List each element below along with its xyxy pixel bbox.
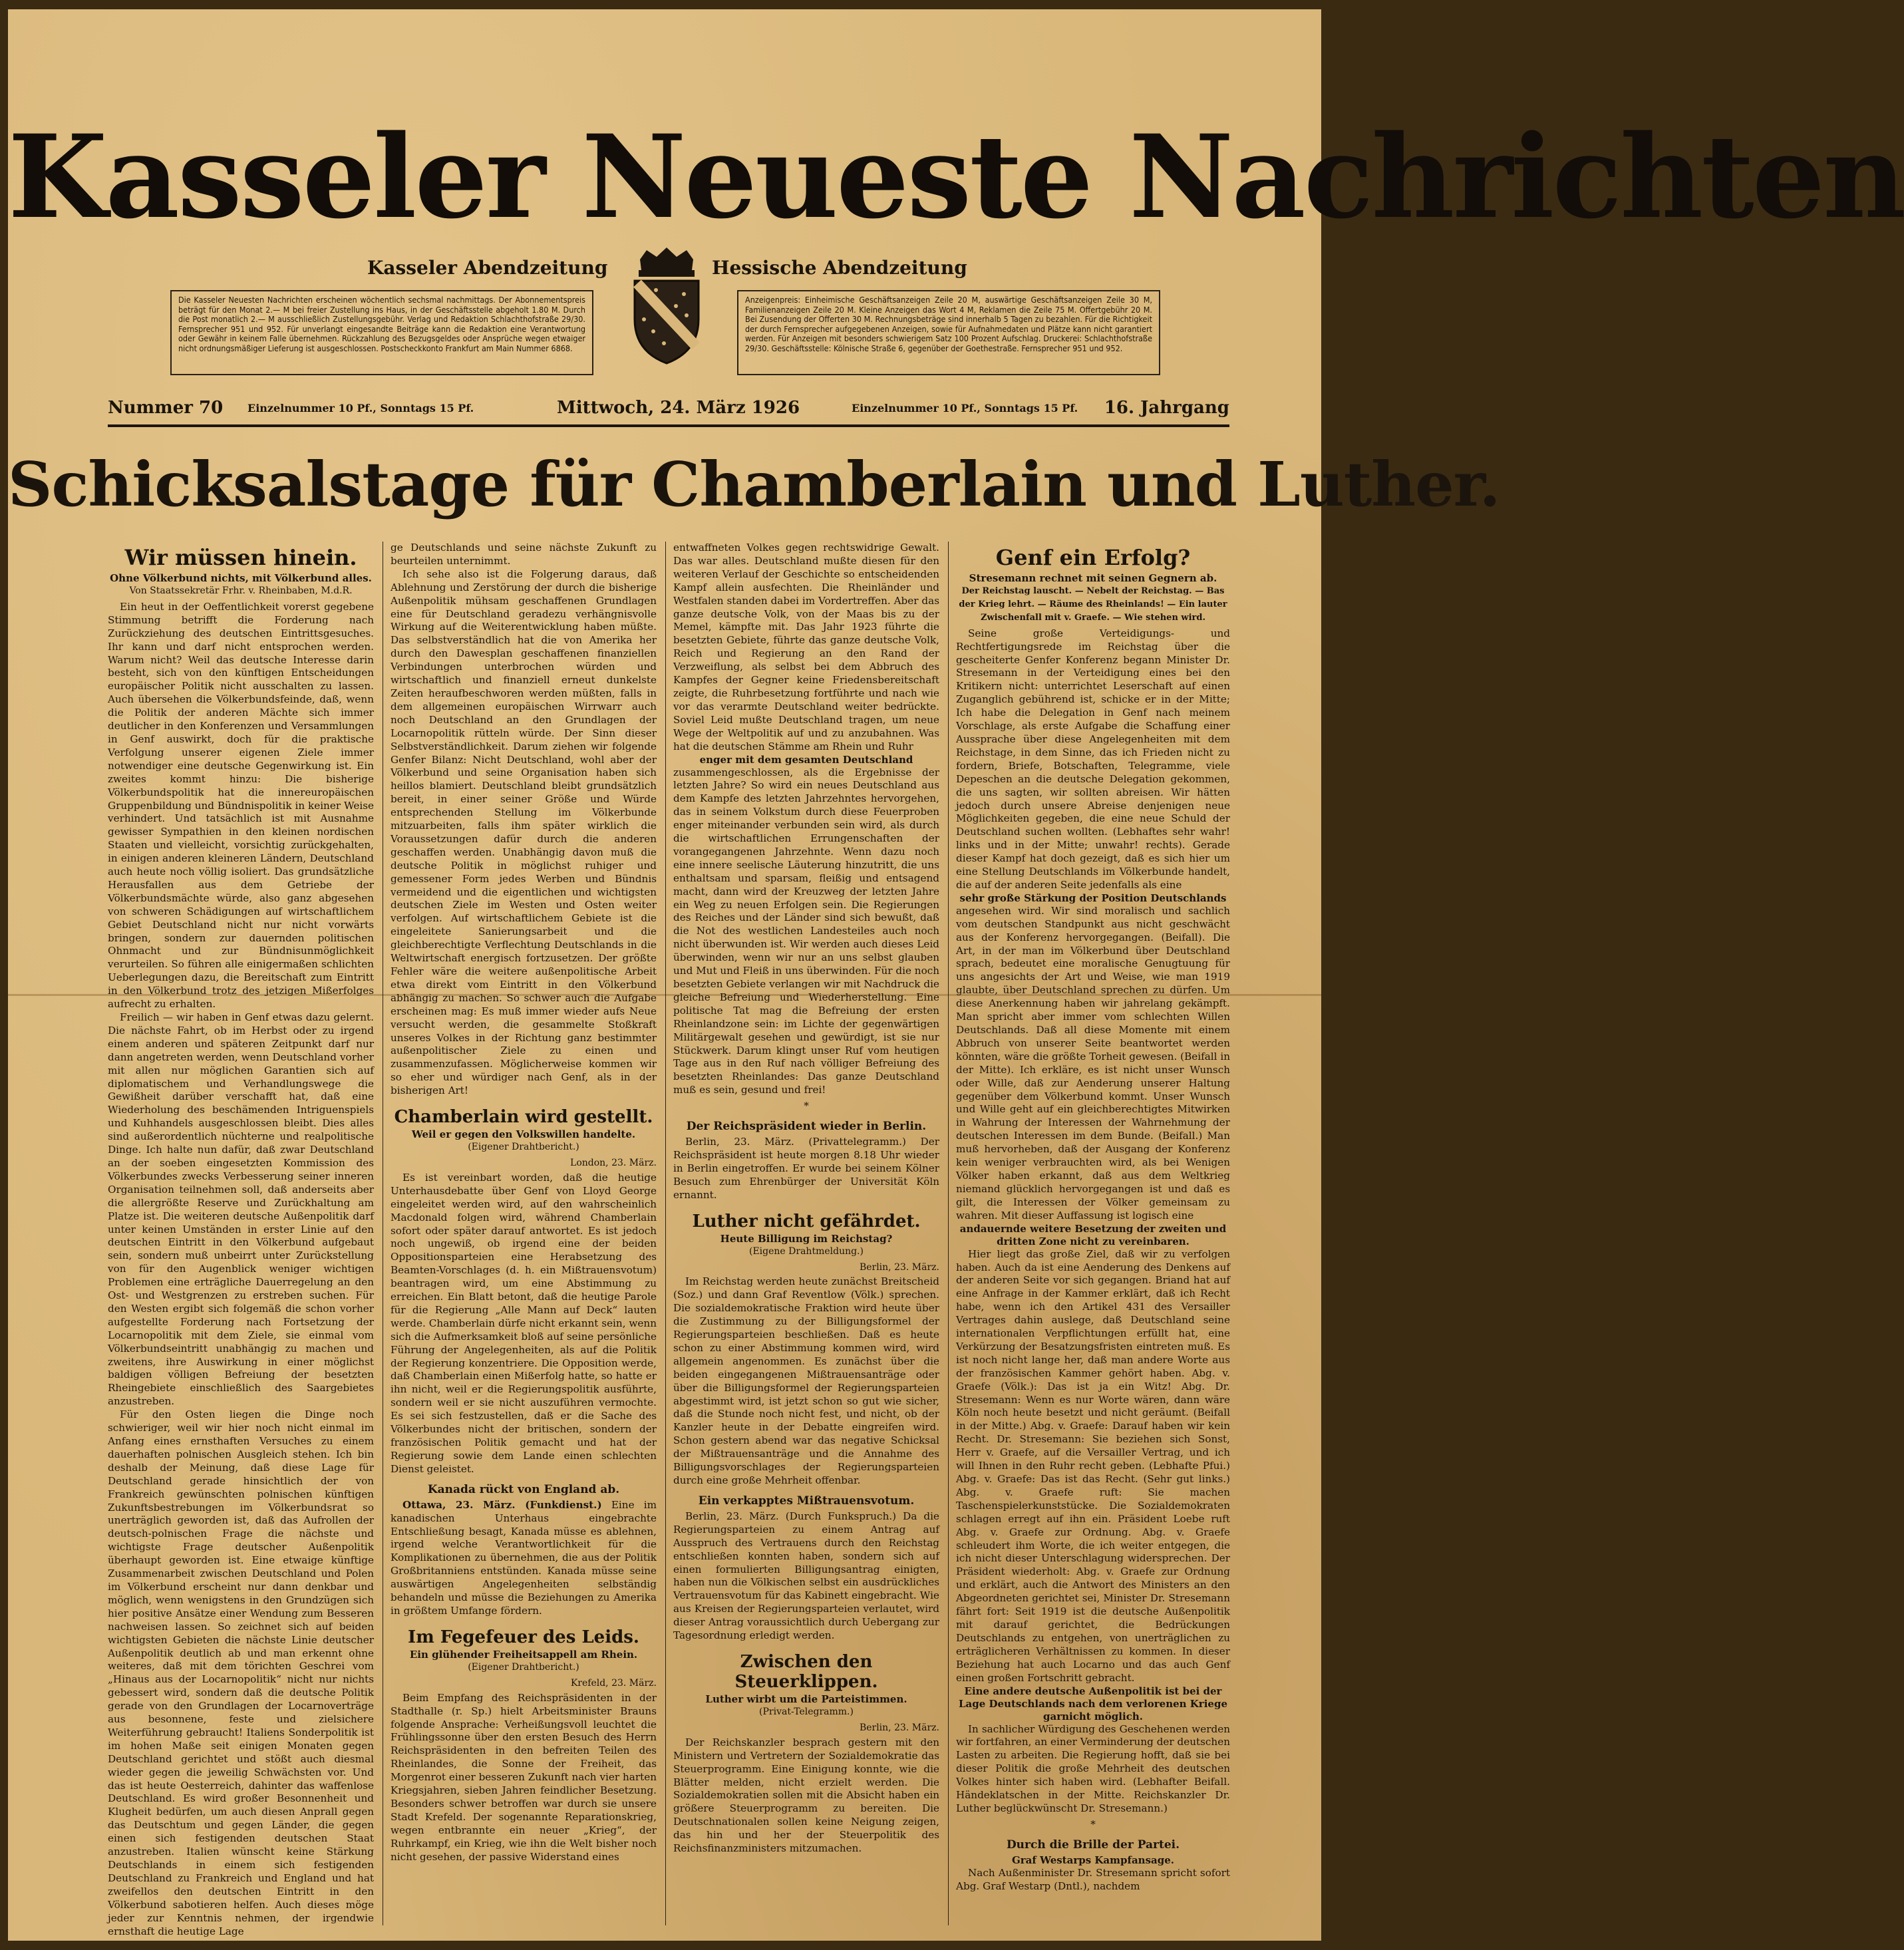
article-deck: Stresemann rechnet mit seinen Gegnern ab.	[969, 572, 1217, 584]
article-byline: (Eigener Drahtbericht.)	[468, 1142, 579, 1153]
article-deck: Weil er gegen den Volkswillen handelte.	[411, 1128, 636, 1141]
advertising-info-box: Anzeigenpreis: Einheimische Geschäftsanzeigen Zeile 20 M, auswärtige Geschäftsanzeigen Zeile 30 M, Familienanzeigen Zeile 20 M. Kleine Anzeigen das Wort 4 M, Reklamen die Zeile 75 M. Offertgebühr 20 M. Bei Zusendung der Offerten 30 M. Rechnungsbeträge sind innerhalb 5 Tagen zu bezahlen. Für die Richtigkeit der durch Fernsprecher aufgegebenen Anzeigen, sowie für Aufnahmedaten und Plätze kann nicht garantiert werden. Für Anzeigen mit besonders schwierigem Satz 100 Prozent Aufschlag. Druckerei: Schlachthofstraße 29/30. Geschäftsstelle: Kölnische Straße 6, gegenüber der Goethestraße. Fernsprecher 951 und 952.	[737, 290, 1160, 375]
article-title: Wir müssen hinein.	[124, 545, 357, 570]
article-title: Im Fegefeuer des Leids.	[408, 1627, 639, 1647]
article-title: Genf ein Erfolg?	[995, 545, 1191, 570]
paragraph: Berlin, 23. März. (Durch Funkspruch.) Da die Regierungsparteien zu einem Antrag auf Ausspruch des Vertrauens durch den Reichstag entschließen konnten haben, sondern sich auf einen formulierten Billigungsantrag einigten, haben nun die Völkischen selbst ein ausdrückliches Vertrauensvotum für das Kabinett eingebracht. Wie aus Kreisen der Regierungsparteien verlautet, wird dieser Antrag voraussichtlich durch Uebergang zur Tagesordnung erledigt werden.	[673, 1510, 939, 1642]
article-dateline: London, 23. März.	[570, 1157, 657, 1168]
article-title: Luther nicht gefährdet.	[692, 1211, 921, 1231]
paragraph: Ein heut in der Oeffentlichkeit vorerst gegebene Stimmung betrifft die Forderung nach Zurückziehung des deutschen Eintrittsgesuches. Ihr kann und darf nicht entsprochen werden. Warum nicht? Weil das deutsche Interesse darin besteht, sich von den künftigen Entscheidungen europäischer Politik nicht ausschalten zu lassen. Auch übersehen die Völkerbundsfeinde, daß, wenn die Politik der anderen Mächte sich immer deutlicher in den Konferenzen und Versammlungen in Genf auswirkt, doch für die praktische Verfolgung unserer eigenen Ziele immer notwendiger eine deutsche Gegenwirkung ist. Ein zweites kommt hinzu: Die bisherige Völkerbundspolitik hat die innereuropäischen Gruppenbildung und Bündnispolitik in keiner Weise verhindert. Und tatsächlich ist mit Ausnahme gewisser Sympathien in den kleinen nordischen Staaten und vielleicht, vorsichtig zurückgehalten, in einigen anderen kleineren Ländern, Deutschland auch heute noch völlig isoliert. Das grundsätzliche Herausfallen aus dem Getriebe der Völkerbundsmächte würde, also ganz abgesehen von schweren Schädigungen auf wirtschaftlichem Gebiet Deutschland nicht nur nicht vorwärts bringen, sondern zur dauernden politischen Ohnmacht und zur Bündnisunmöglichkeit verurteilen. So führen alle einigermaßen schlichten Ueberlegungen dazu, die Bereitschaft zum Eintritt in den Völkerbund trotz des jetzigen Mißerfolges aufrecht zu erhalten.	[108, 600, 374, 1011]
dateline-bar	[108, 395, 1229, 427]
separator-star: *	[804, 1100, 809, 1112]
paragraph: zusammengeschlossen, als die Ergebnisse der letzten Jahre? So wird ein neues Deutschland aus dem Kampfe des letzten Jahrzehntes hervorgehen, das in seinem Volkstum durch diese Feuerproben enger miteinander verbunden sein wird, als durch die wirtschaftlichen Errungenschaften der vorangegangenen Jahrzehnte. Wenn dazu noch eine innere seelische Läuterung hinzutritt, die uns enthaltsam und sparsam, fleißig und entsagend macht, dann wird der Kreuzweg der letzten Jahre ein Weg zu neuen Erfolgen sein. Die Regierungen des Reiches und der Länder sind sich bewußt, daß die Not des westlichen Landesteiles auch noch nicht überwunden ist. Wir werden auch dieses Leid überwinden, wenn wir nur an uns selbst glauben und Mut und Fleiß in uns überwinden. Für die noch besetzten Gebiete verlangen wir mit Nachdruck die gleiche Befreiung und Wiederherstellung. Eine politische Tat mag die Befreiung der ersten Rheinlandzone sein: im Lichte der gegenwärtigen Militärgewalt gesehen und gewürdigt, ist sie nur Stückwerk. Darum klingt unser Ruf vom heutigen Tage aus in den Ruf nach völliger Befreiung des besetzten Rheinlandes: Das ganze Deutschland muß es sein, gesund und frei!	[673, 766, 939, 1096]
column-rule	[665, 542, 666, 1925]
separator-star: *	[1090, 1818, 1096, 1830]
article-deck: Ein glühender Freiheitsappell am Rhein.	[409, 1648, 638, 1661]
subscription-info-box: Die Kasseler Neuesten Nachrichten erscheinen wöchentlich sechsmal nachmittags. Der Abonnementspreis beträgt für den Monat 2.— M bei freier Zustellung ins Haus, in der Geschäftsstelle abgeholt 1.80 M. Durch die Post monatlich 2.— M ausschließlich Zustellungsgebühr. Verlag und Redaktion Schlachthofstraße 29/30. Fernsprecher 951 und 952. Für unverlangt eingesandte Beiträge kann die Redaktion eine Verantwortung oder Gewähr in keinem Falle übernehmen. Rückzahlung des Bezugsgeldes oder Ansprüche wegen etwaiger nicht ordnungsmäßiger Lieferung ist ausgeschlossen. Postscheckkonto Frankfurt am Main Nummer 6868.	[170, 290, 593, 375]
article-summary: Der Reichstag lauscht. — Nebelt der Reichstag. — Bas der Krieg lehrt. — Räume des Rheinlands! — Ein lauter Zwischenfall mit v. Graefe. — Wie stehen wird.	[959, 586, 1227, 623]
masthead-title: Kasseler Neueste Nachrichten	[8, 109, 1904, 244]
issue-volume: 16. Jahrgang	[1104, 398, 1229, 418]
article-byline: (Eigene Drahtmeldung.)	[749, 1245, 864, 1257]
column-3	[673, 542, 939, 1932]
article-dateline: Ottawa, 23. März. (Funkdienst.)	[402, 1498, 602, 1511]
article-title: Chamberlain wird gestellt.	[394, 1107, 653, 1128]
paragraph: Es ist vereinbart worden, daß die heutige Unterhausdebatte über Genf von Lloyd George eingeleitet werden wird, auf den wahrscheinlich Macdonald folgen wird, während Chamberlain sofort oder später darauf antwortet. Es ist jedoch noch ungewiß, ob irgend eine der beiden Oppositionsparteien eine Herabsetzung des Beamten-Vorschlages (d. h. ein Mißtrauensvotum) beantragen wird, um eine Abstimmung zu erreichen. Ein Blatt betont, daß die heutige Parole für die Regierung „Alle Mann auf Deck“ lauten werde. Chamberlain dürfe nicht erkannt sein, wenn sich die Aufmerksamkeit bloß auf seine persönliche Führung der Angelegenheiten, als auf die Politik der Regierung konzentriere. Die Opposition werde, daß Chamberlain einen Mißerfolg hatte, so hatte er ihn nicht, weil er die Regierungspolitik ausführte, sondern weil er sie nicht auszuführen vermochte. Es sei sich festzustellen, daß er die Sache des Völkerbundes nicht der britischen, sondern der französischen Politik gemacht und hat der Regierung sowie dem Lande einen schlechten Dienst geleistet.	[391, 1171, 657, 1475]
paragraph: Seine große Verteidigungs- und Rechtfertigungsrede im Reichstag über die gescheiterte Genfer Konferenz begann Minister Dr. Stresemann in der Verteidigung eines bei den Kritikern nicht: unterrichtet Leserschaft auf einen Zuganglich gebührend ist, schicke er in der Mitte; Ich habe die Delegation in Genf nach meinem Vorschlage, als erste Aufgabe die Schaffung einer Aussprache über diese Angelegenheiten mit dem Reichstage, in dem Sinne, das ich Frieden nicht zu fordern, Briefe, Botschaften, Telegramme, viele Depeschen an die deutsche Delegation gekommen, die uns sagten, wir sollten abreisen. Wir hätten jedoch durch unsere Abreise denjenigen neue Möglichkeiten gegeben, die eine neue Schuld der Deutschland suchen wollten. (Lebhaftes sehr wahr! links und in der Mitte; unwahr! rechts). Gerade dieser Kampf hat doch gezeigt, daß es sich hier um eine Stellung Deutschlands im Völkerbunde handelt, die auf der anderen Seite jedenfalls als eine	[956, 627, 1230, 891]
article-title: Durch die Brille der Partei.	[1006, 1838, 1180, 1852]
article-dateline: Krefeld, 23. März.	[570, 1677, 657, 1689]
paragraph: Beim Empfang des Reichspräsidenten in der Stadthalle (r. Sp.) hielt Arbeitsminister Brauns folgende Ansprache: Verheißungsvoll leuchtet die Frühlingssonne über den ersten Besuch des Herrn Reichspräsidenten in den befreiten Teilen des Rheinlandes, die Sonne der Freiheit, das Morgenrot einer besseren Zukunft nach vier harten Kriegsjahren, sieben Jahren feindlicher Besetzung. Besonders schwer betroffen war durch sie unsere Stadt Krefeld. Der sogenannte Reparationskrieg, wegen entbrannte ein neuer „Krieg“, der Ruhrkampf, ein Krieg, wie ihn die Welt bisher noch nicht gesehen, der passive Widerstand eines	[391, 1691, 657, 1863]
article-deck: Luther wirbt um die Parteistimmen.	[705, 1693, 907, 1705]
paragraph: Nach Außenminister Dr. Stresemann spricht sofort Abg. Graf Westarp (Dntl.), nachdem	[956, 1866, 1230, 1892]
issue-price-right: Einzelnummer 10 Pf., Sonntags 15 Pf.	[852, 402, 1078, 414]
article-byline: (Eigener Drahtbericht.)	[468, 1661, 579, 1673]
paragraph: In sachlicher Würdigung des Geschehenen werden wir fortfahren, an einer Verminderung der deutschen Lasten zu arbeiten. Die Regierung hofft, daß sie bei dieser Politik die große Mehrheit des deutschen Volkes hinter sich haben wird. (Lebhafter Beifall. Händeklatschen in der Mitte. Reichskanzler Dr. Luther beglückwünscht Dr. Stresemann.)	[956, 1722, 1230, 1814]
issue-number: Nummer 70	[108, 398, 224, 418]
subheading: Eine andere deutsche Außenpolitik ist bei der Lage Deutschlands nach dem verlorenen Kriege garnicht möglich.	[959, 1685, 1227, 1722]
newspaper-page	[8, 9, 1904, 1941]
subtitle-left: Kasseler Abendzeitung	[367, 257, 608, 279]
paragraph: Freilich — wir haben in Genf etwas dazu gelernt. Die nächste Fahrt, ob im Herbst oder zu irgend einem anderen und späteren Zeitpunkt darf nur dann angetreten werden, wenn Deutschland vorher mit allen nur möglichen Garantien sich auf diplomatischem und Verhandlungswege die Gewißheit darüber verschafft hat, daß eine Wiederholung des beschämenden Intriguenspiels und Kuhhandels ausgeschlossen bleibt. Dies alles sind außerordentlich nüchterne und realpolitische Dinge. Ich halte nun dafür, daß zwar Deutschland an der soeben eingesetzten Kommission des Völkerbundes zwecks Verbesserung seiner inneren Organisation teilnehmen soll, daß anderseits aber die allergrößte Reserve und Zurückhaltung am Platze ist. Die weiteren deutsche Außenpolitik darf unter keinen Umständen in erster Linie auf den deutschen Eintritt in den Völkerbund aufgebaut sein, sondern muß unbeirrt unter Zurückstellung von für den Augenblick weniger wichtigen Problemen eine erträgliche Dauerregelung an den Ost- und Westgrenzen zu erstreben suchen. Für den Westen ergibt sich folgemäß die schon vorher aufgestellte Forderung nach Fortsetzung der Locarnopolitik mit dem Ziele, sie einmal vom Völkerbundseintritt unabhängig zu machen und zweitens, ihre Auswirkung in einer möglichst baldigen völligen Befreiung der besetzten Rheingebiete einschließlich des Saargebietes anzustreben.	[108, 1011, 374, 1408]
paragraph: Für den Osten liegen die Dinge noch schwieriger, weil wir hier noch nicht einmal im Anfang eines ernsthaften Versuches zu einem dauerhaften polnischen Ausgleich stehen. Ich bin deshalb der Meinung, daß diese Lage für Deutschland gerade hinsichtlich der von Frankreich gewünschten polnischen künftigen Zukunftsbestrebungen im Völkerbundsrat so unerträglich geworden ist, daß das Aufrollen der deutsch-polnischen Frage die nächste und wichtigste Frage deutscher Außenpolitik überhaupt geworden ist. Eine etwaige künftige Zusammenarbeit zwischen Deutschland und Polen im Völkerbund erscheint nur dann denkbar und möglich, wenn wenigstens in den Grundzügen sich hier positive Ansätze einer Wendung zum Besseren nachweisen lassen. So zeichnet sich auf beiden wichtigsten Gebieten die nächste Linie deutscher Außenpolitik deutlich ab und man erkennt ohne weiteres, daß mit dem törichten Geschrei vom „Hinaus aus der Locarnopolitik“ nicht nur nichts gebessert wird, sondern daß die deutsche Politik gerade von den Grundlagen der Locarnoverträge aus besonnene, feste und zielsichere Weiterführung gebraucht! Italiens Sonderpolitik ist im hohen Maße seit einigen Monaten gegen Deutschland gerichtet und stößt auch diesmal wieder gegen die jeweilig Schwächsten vor. Und das ist heute Oesterreich, dahinter das waffenlose Deutschland. Es wird großer Besonnenheit und Klugheit bedürfen, um auch diesen Anprall gegen das Deutschtum und gegen Länder, die gegen einen sich festigenden deutschen Staat anzustreben. Italien wünscht keine Stärkung Deutschlands in einem sich festigenden Deutschland zu Frankreich und England und hat zweifellos den deutschen Eintritt in den Völkerbund sabotieren helfen. Auch dieses möge jeder zur Kenntnis nehmen, der irgendwie ernsthaft die heutige Lage	[108, 1408, 374, 1937]
issue-date: Mittwoch, 24. März 1926	[557, 398, 800, 418]
paragraph-text: Eine im kanadischen Unterhaus eingebrachte Entschließung besagt, Kanada müsse es ablehnen, irgend welche Verantwortlichkeit für die Komplikationen zu übernehmen, die aus der Politik Großbritanniens entstünden. Kanada müsse seine auswärtigen Angelegenheiten selbständig behandeln und müsse die Beziehungen zu Amerika in größtem Umfange fördern.	[391, 1498, 657, 1617]
subheading: andauernde weitere Besetzung der zweiten und dritten Zone nicht zu vereinbaren.	[959, 1222, 1227, 1247]
article-deck: Graf Westarps Kampfansage.	[1011, 1854, 1175, 1866]
article-title: Der Reichspräsident wieder in Berlin.	[686, 1120, 927, 1134]
article-byline: Von Staatssekretär Frhr. v. Rheinbaben, M.d.R.	[129, 585, 353, 596]
column-4	[956, 542, 1230, 1932]
article-title: Ein verkapptes Mißtrauensvotum.	[698, 1494, 915, 1508]
paragraph: ge Deutschlands und seine nächste Zukunft zu beurteilen unternimmt.	[391, 542, 657, 567]
paragraph: entwaffneten Volkes gegen rechtswidrige Gewalt. Das war alles. Deutschland mußte diesen für den weiteren Verlauf der Geschichte so entscheidenden Kampf allein ausfechten. Die Rheinländer und Westfalen standen dabei im Vordertreffen. Aber das ganze deutsche Volk, von der Maas bis zu der Memel, kämpfte mit. Das Jahr 1923 führte die besetzten Gebiete, führte das ganze deutsche Volk, Reich und Regierung an den Rand der Verzweiflung, als selbst bei dem Abbruch des Kampfes der Gegner keine Friedensbereitschaft zeigte, die Ruhrbesetzung fortführte und nach wie vor das verarmte Deutschland weiter bedrückte. Soviel Leid mußte Deutschland tragen, um neue Wege der Weltpolitik auf und zu anzubahnen. Was hat die deutschen Stämme am Rhein und Ruhr	[673, 542, 939, 752]
issue-price: Einzelnummer 10 Pf., Sonntags 15 Pf.	[247, 402, 474, 414]
article-dateline: Berlin, 23. März.	[859, 1261, 939, 1273]
coat-of-arms-icon	[620, 246, 713, 366]
subheading: enger mit dem gesamten Deutschland	[699, 753, 913, 766]
article-dateline: Berlin, 23. März.	[859, 1722, 939, 1733]
paragraph: Ich sehe also ist die Folgerung daraus, daß Ablehnung und Zerstörung der durch die bisherige Außenpolitik mühsam geschaffenen Grundlagen eine für Deutschland geradezu verhängnisvolle Wirkung auf die Weiterentwicklung haben müßte. Das selbstverständlich hat die von Amerika her durch den Dawesplan geschaffenen finanziellen Verbindungen unterbrochen würden und wirtschaftlich und finanziell erneut dunkelste Zeiten heraufbeschworen werden müßten, falls in dem allgemeinen europäischen Wirrwarr auch noch Deutschland an den Grundlagen der Locarnopolitik rütteln würde. Der Sinn dieser Selbstverständlichkeit. Darum ziehen wir folgende Genfer Bilanz: Nicht Deutschland, wohl aber der Völkerbund und seine Organisation haben sich heillos blamiert. Deutschland bleibt grundsätzlich bereit, in einer seiner Größe und Würde entsprechenden Stellung im Völkerbunde mitzuarbeiten, falls ihm später wirklich die Voraussetzungen dafür durch die anderen geschaffen werden. Unabhängig davon muß die deutsche Politik in möglichst ruhiger und gemessener Form jedes Werben und Bündnis vermeidend und die eigentlichen und wichtigsten deutschen Ziele im Westen und Osten weiter verfolgen. Auf wirtschaftlichem Gebiete ist die eingeleitete Sanierungsarbeit und die gleichberechtigte Verflechtung Deutschlands in die Weltwirtschaft energisch fortzusetzen. Der größte Fehler wäre die weitere außenpolitische Arbeit etwa direkt vom Eintritt in den Völkerbund abhängig zu machen. So schwer auch die Aufgabe erscheinen mag: Es muß immer wieder aufs Neue versucht werden, die gesammelte Stoßkraft unseres Volkes in der Richtung ganz bestimmter außenpolitischer Ziele zu einen und zusammenzufassen. Möglicherweise kommen wir so eher und würdiger nach Genf, als in der bisherigen Art!	[391, 568, 657, 1097]
paragraph: Hier liegt das große Ziel, daß wir zu verfolgen haben. Auch da ist eine Aenderung des Denkens auf der anderen Seite vor sich gegangen. Briand hat auf eine Anfrage in der Kammer erklärt, daß ich Recht habe, wenn ich den Artikel 431 des Versailler Vertrages dahin auslege, daß Deutschland seine internationalen Verpflichtungen erfüllt hat, eine Verkürzung der Besatzungsfristen eintreten muß. Es ist noch nicht lange her, daß man andere Worte aus der französischen Kammer gehört haben. Abg. v. Graefe (Völk.): Das ist ja ein Witz! Abg. Dr. Stresemann: Wenn es nur Worte wären, dann wäre Köln noch heute besetzt und nicht geräumt. (Beifall in der Mitte.) Abg. v. Graefe: Darauf haben wir kein Recht. Dr. Stresemann: Sie beziehen sich Sonst, Herr v. Graefe, auf die Versailler Vertrag, und ich will Ihnen in den Ruhr recht geben. (Lebhafte Pfui.) Abg. v. Graefe: Das ist das Recht. (Sehr gut links.) Abg. v. Graefe ruft: Sie machen Taschenspielerkunststücke. Die Sozialdemokraten schlagen erregt auf ihn ein. Präsident Loebe ruft Abg. v. Graefe zur Ordnung. Abg. v. Graefe schleudert ihm Worte, die ich weiter entgegen, die ich nicht dieser Unterschlagung widersprechen. Der Präsident wiederholt: Abg. v. Graefe zur Ordnung und erklärt, auch die Antwort des Ministers an den Abgeordneten gerichtet sei, Minister Dr. Stresemann fährt fort: Seit 1919 ist die deutsche Außenpolitik mit darauf gerichtet, die Bedrückungen Deutschlands zu entgehen, von unerträglichen zu erträglicheren Verhältnissen zu kommen. In dieser Beziehung hat auch Locarno und das auch Genf einen großen Fortschritt gebracht.	[956, 1247, 1230, 1684]
main-headline: Schicksalstage für Chamberlain und Luther.	[8, 448, 1500, 520]
paragraph	[391, 1499, 657, 1618]
paragraph: Im Reichstag werden heute zunächst Breitscheid (Soz.) und dann Graf Reventlow (Völk.) sprechen. Die sozialdemokratische Fraktion wird heute über die Zustimmung zu der Billigungsformel der Regierungsparteien beschließen. Daß es heute schon zu einer Abstimmung kommen wird, wird allgemein angenommen. Es zunächst über die beiden eingegangenen Mißtrauensanträge oder über die Billigungsformel der Regierungsparteien abgestimmt wird, ist jetzt schon so gut wie sicher, daß die Stunde noch nicht fest, und nicht, ob der Kanzler heute in der Debatte eingreifen wird. Schon gestern abend war das negative Schicksal der Mißtrauensanträge und die Annahme des Billigungsvorschlages der Regierungsparteien durch eine große Mehrheit offenbar.	[673, 1275, 939, 1486]
column-rule	[948, 542, 949, 1925]
paragraph: angesehen wird. Wir sind moralisch und sachlich vom deutschen Standpunkt aus nicht geschwächt aus der Konferenz hervorgegangen. (Beifall). Die Art, in der man im Völkerbund über Deutschland sprach, bedeutet eine moralische Genugtuung für uns angesichts der Art und Weise, wie man 1919 glaubte, über Deutschland sprechen zu dürfen. Um diese Anerkennung haben wir jahrelang gekämpft. Man spricht aber immer vom schlechten Willen Deutschlands. Daß all diese Momente mit einem Abbruch von unserer Seite beantwortet werden könnten, wäre die größte Torheit gewesen. (Beifall in der Mitte). Ich erkläre, es ist nicht unser Wunsch oder Wille, daß zur Aenderung unserer Haltung gegenüber dem Völkerbund kommt. Unser Wunsch und Wille geht auf ein gleichberechtigtes Mitwirken in Wahrung der Interessen der Wahrnehmung der deutschen Interessen im dem Bunde. (Beifall.) Man muß hervorheben, daß der Ausgang der Konferenz kein weniger verbrauchten wird, als bei Wenigen Völker haben erkannt, daß aus dem Weltkrieg niemand glücklich hervorgegangen ist und daß es gilt, die Interessen der Völker gemeinsam zu wahren. Mit dieser Auffassung ist logisch eine	[956, 904, 1230, 1221]
article-byline: (Privat-Telegramm.)	[759, 1706, 854, 1717]
subtitle-right: Hessische Abendzeitung	[712, 257, 967, 279]
column-1	[108, 542, 374, 1937]
subheading: sehr große Stärkung der Position Deutschlands	[959, 892, 1227, 904]
article-deck: Ohne Völkerbund nichts, mit Völkerbund alles.	[110, 572, 372, 584]
paragraph: Berlin, 23. März. (Privattelegramm.) Der Reichspräsident ist heute morgen 8.18 Uhr wieder in Berlin eingetroffen. Er wurde bei seinem Kölner Besuch zum Ehrenbürger der Universität Köln ernannt.	[673, 1136, 939, 1201]
article-deck: Heute Billigung im Reichstag?	[720, 1232, 893, 1245]
paragraph: Der Reichskanzler besprach gestern mit den Ministern und Vertretern der Sozialdemokratie das Steuerprogramm. Eine Einigung konnte, wie die Blätter melden, nicht erzielt werden. Die Sozialdemokratien sollen mit die Absicht haben ein größere Steuerprogramm zu bereiten. Die Deutschnationalen sollen keine Neigung zeigen, das hin und her der Steuerpolitik des Reichsfinanzministers mitzumachen.	[673, 1736, 939, 1855]
article-title: Zwischen den Steuerklippen.	[734, 1651, 878, 1692]
article-title: Kanada rückt von England ab.	[427, 1482, 620, 1496]
column-2	[391, 542, 657, 1932]
